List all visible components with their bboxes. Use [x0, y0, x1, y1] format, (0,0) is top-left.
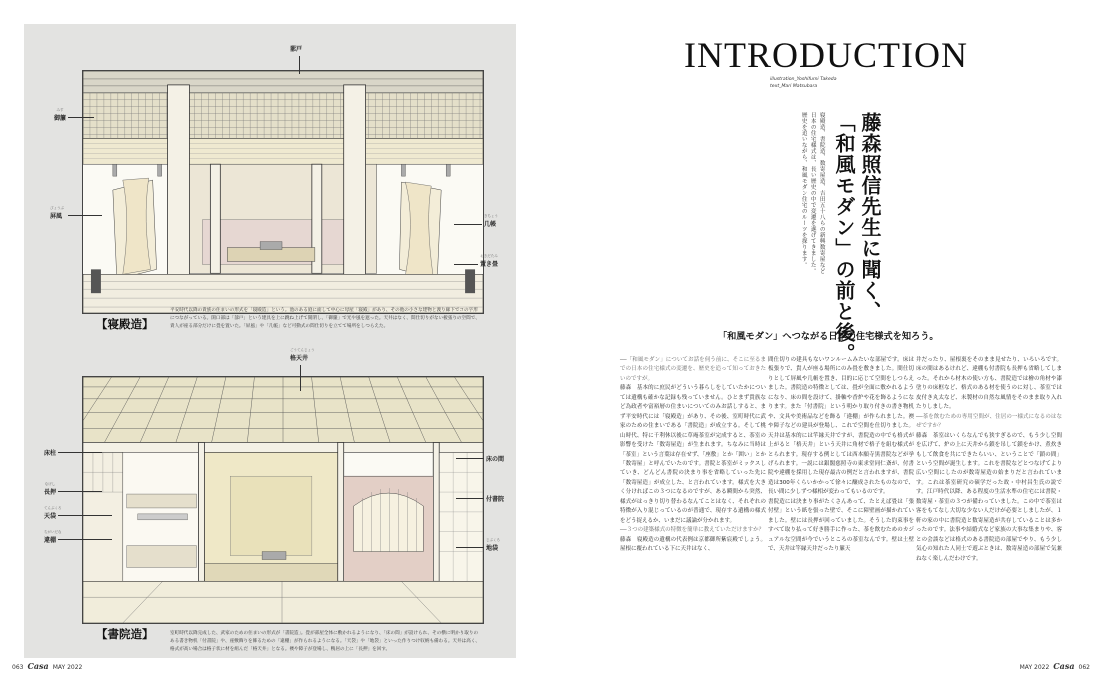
- issue-date: MAY 2022: [52, 664, 83, 671]
- paragraph: ──「和風モダン」についてお話を伺う前に、そこに至るまでの日本の住宅様式の変遷を、歴史を追って知っておきたいのですが。: [620, 357, 766, 382]
- credit-illustration: illustration_Yoshifumi Takeda: [770, 77, 837, 82]
- page-title: INTRODUCTION: [684, 35, 968, 75]
- label-tsukeshoin: 付書院: [486, 496, 505, 503]
- label-tokonoma: 床の間: [486, 456, 505, 463]
- lead-line-2: 日本の住宅様式は、長い歴史の中で変遷を遂げてきました。: [809, 112, 816, 274]
- text-column-1: [620, 356, 766, 555]
- folio-left: [12, 661, 82, 671]
- issue-date: MAY 2022: [1019, 664, 1050, 671]
- magazine-logo: Casa: [27, 661, 49, 671]
- label-jibukuro: じぶくろ 地袋: [486, 538, 500, 552]
- label-tenbukuro: てんぶくろ 天袋: [44, 506, 62, 520]
- folio-right: [1020, 661, 1090, 671]
- section-title-shinden: 【寝殿造】: [96, 317, 154, 331]
- paragraph: 井だったり、屋根裏をそのまま見せたり、いろいろです。床の間はあるけれど、違棚も付書院も長押も省略してしまった。それから材木の使い方も、書院造では檜の角材や漆塗りの床框など、格式のある材を使うのに対し、茶室では皮付き丸太など、未製材の自然な風情をそのまま取り入れたりしました。: [916, 357, 1062, 411]
- label-okidatami: おきだたみ 置き畳: [480, 254, 499, 268]
- lead-line-1: 寝殿造、書院造、数寄屋造、吉田五十八らの新興数寄屋など: [818, 112, 825, 274]
- credit-text: text_Mari Matsubara: [770, 84, 818, 90]
- lead-line-3: 歴史を追いながら、和風モダン住宅のルーツを探ります。: [800, 112, 807, 268]
- paragraph: 藤森 基本的に庶民がどういう暮らしをしていたかについては遺構も確かな記録も残っていません。ひとまず貴族など為政者や富裕層の住まいについてのみお話しすると、まず平安時代には「寝殿造」があり、その後、室町時代に武家のための住まいである「書院造」が成立する。そして桃山時代、特に千利休以後に草庵茶室が完成すると、茶室の影響を受けた「数寄屋造」が生まれます。ちなみに当時は「茶室」という言葉は存在せず、「座敷」とか「囲い」とか「数寄屋」と呼んでいたのです。書院と茶室がミックスしていき、どんどん書院の決まり事を省略していった先に「数寄屋造」が成立した、と言われています。様式を大きく分ければこの３つになるのですが、ある瞬間から突然、様式がはっきり切り替わるなんてことはなく、それぞれの特徴が入り混じっているのが普通で、現存する遺構の様式をどう捉えるか、いまだに議論が分かれます。: [620, 385, 766, 524]
- shinden-zukuri-illustration: [82, 70, 484, 314]
- page-number: 062: [1078, 664, 1090, 671]
- section-desc-shoin: 室町時代以降完成した、武家のための住まいの形式が「書院造」。畳が部屋全体に敷かれるようになり、「床の間」が設けられ、その横に明かり取りのある書き物机「付書院」や、座敷飾りを飾るための「違棚」が作られるようになる。「天袋」や「地袋」といった作りつけ収納も備わる。天井は高く、格式が高い場合は格子状に材を組んだ「格天井」となる。襖や障子が登場し、鴨居の上に「長押」を回す。: [170, 631, 480, 652]
- magazine-logo: Casa: [1053, 661, 1075, 671]
- shoin-zukuri-illustration: [82, 376, 484, 624]
- label-shitomido: 蔀戸: [290, 46, 303, 53]
- label-byobu: びょうぶ 屏風: [50, 206, 64, 220]
- label-tokobashira: 床柱: [44, 450, 57, 457]
- label-kicho: きちょう 几帳: [484, 214, 498, 228]
- label-chigaidana: ちがいだな 違棚: [44, 530, 62, 544]
- label-misu: みす 御簾: [54, 108, 67, 122]
- vertical-headline-1: 藤森照信先生に聞く、: [858, 112, 882, 322]
- text-column-2: [768, 356, 914, 555]
- section-title-shoin: 【書院造】: [96, 627, 154, 641]
- paragraph: 書院造には決まり事がたくさんあって、たとえば畳は「張付壁」という紙を張った壁で、そこに障壁画が描かれていました。壁には長押が回っていました。そうした約束事をすべて取り払って好き勝手に作った、茶を飲むためのカジュアルな空間が今でいうところの茶室なんです。壁は土壁で、天井は竿縁天井だったり簾天: [768, 498, 914, 553]
- section-desc-shinden: 平安時代以降の貴族の住まいの形式を「寝殿造」という。池のある庭に面して中心に母屋「寝殿」があり、その他の小さな建物と渡り廊下でコの字形につながっている。開口部は「蔀戸」という建具を上に跳ね上げて開閉し、「御簾」で光や風を遮った。天井はなく、間仕切りがない板張りの空間で、貴人が座る部分だけに畳を置いた。「屏風」や「几帳」など可動式の間仕切りを立てて場所をしつらえた。: [170, 308, 480, 329]
- page-number: 063: [12, 664, 24, 671]
- label-goutenjo: ごうてんじょう 格天井: [290, 348, 315, 362]
- text-column-3: [916, 356, 1062, 564]
- paragraph: 間仕切りの建具もないワンルームみたいな部屋です。床は板張りで、貴人が座る場所にのみ畳を敷きました。間仕切りとして屏風や几帳を置き、目的に応じて空間をしつらえました。書院造の特徴としては、畳が全面に敷かれるようになり、床の間を設けて、掛軸や香炉や花を飾るようになります。また「付書院」という明かり取り付きの書き物机や、文具や美術品などを飾る「違棚」が作られました。襖や障子などの建具が登場し、これで空間を仕切りました。天井は基本的には竿縁天井ですが、書院造の中でも格式が上がると「格天井」という天井に角材で格子を組む様式がとられます。現存する例としては西本願寺黒書院などが挙げられます。一説には銀閣慈照寺の東求堂同仁斎が、付書院や違棚を採用した現存最古の例だと言われますが、書院造は300年くらいかかって徐々に醸成されたものなので、長い間に少しずつ様相が変わってもいるのです。: [768, 357, 914, 496]
- left-page-panel: [24, 24, 516, 658]
- paragraph: 藤森 寝殿造の遺構の代表例は京都御所紫宸殿でしょう。屋根に覆われている下に天井はなく、: [620, 536, 766, 553]
- label-nageshi: なげし 長押: [44, 482, 57, 496]
- paragraph: 藤森 茶室はいくらなんでも狭すぎるので、もう少し空間を広げて、炉の上に天井から鎖を吊して鎖をかけ、煮炊きもして飲食を共にできたらいい、ということで「鎖の間」という空間が誕生します。これを書院などとつなげてより広い空間にしたのが数寄屋造の始まりだと言われています。これは茶室研究の碩学だった故・中村昌生氏の説です。江戸時代以降、ある程度の生活水準の住宅には書院・数寄屋・茶室の３つが備わっていました。この中で茶室は客をもてなし大切な少ない人だけが必要としましたが、１軒の家の中に書院造と数寄屋造が共存していることは多かったのです。法事や結婚式など家族の大事な集まりや、客との会談などは格式のある書院造の部屋でやり、もう少し気心の知れた人同士で遊ぶときは、数寄屋造の部屋で気兼ねなく楽しんだわけです。: [916, 432, 1062, 562]
- section-subheading: 「和風モダン」へつながる日本の住宅様式を知ろう。: [718, 331, 939, 342]
- paragraph: ──茶を飲むための専用空間が、住居の一様式になるのはなぜですか？: [916, 413, 1062, 430]
- paragraph: ──３つの建築様式の特徴を簡単に教えていただけますか？: [620, 527, 765, 534]
- vertical-headline-2: 「和風モダン」の前と後。: [832, 112, 856, 364]
- credits: [770, 76, 837, 91]
